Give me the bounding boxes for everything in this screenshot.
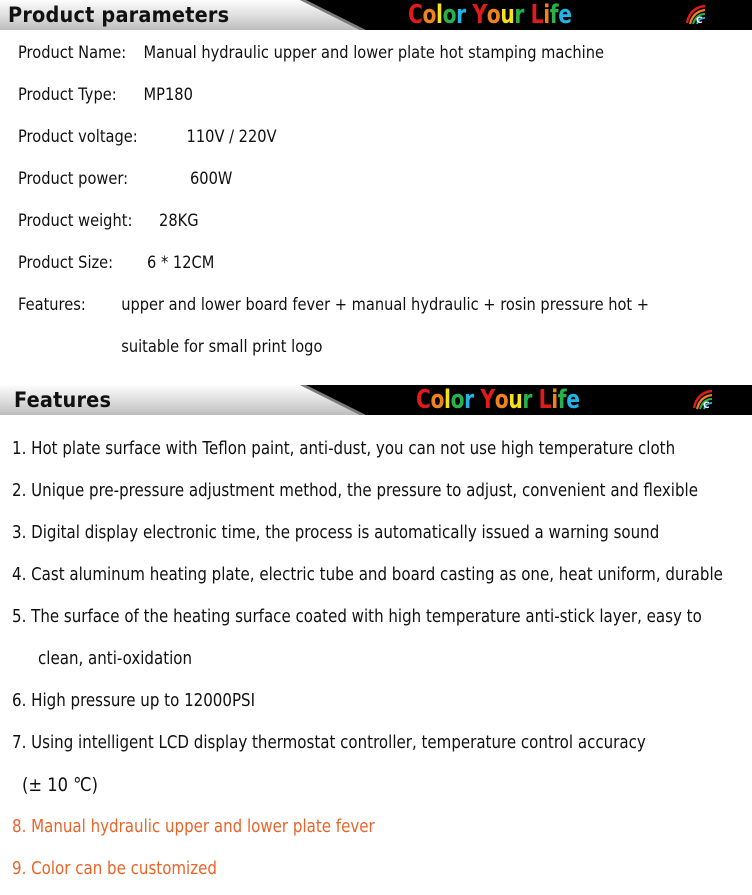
- param-value: 110V / 220V: [186, 127, 277, 147]
- param-value: suitable for small print logo: [121, 337, 323, 357]
- param-label: Product voltage:: [18, 127, 138, 147]
- slogan-letter: r: [522, 385, 532, 415]
- slogan-letter: o: [442, 0, 457, 30]
- slogan-letter: L: [530, 0, 544, 30]
- param-label: Features:: [18, 295, 86, 315]
- slogan-letter: r: [514, 0, 524, 30]
- slogan-letter: Y: [472, 0, 487, 30]
- slogan-letter: o: [422, 0, 437, 30]
- slogan-letter: C: [416, 385, 431, 415]
- param-row-type: [18, 84, 193, 106]
- feature-item: 6. High pressure up to 12000PSI: [12, 691, 256, 711]
- slogan-letter: i: [551, 385, 558, 415]
- slogan-letter: e: [566, 385, 580, 415]
- feature-item-cont: (± 10 ℃): [22, 774, 98, 796]
- slogan-letter: u: [500, 0, 515, 30]
- feature-item: 8. Manual hydraulic upper and lower plate fever: [12, 817, 375, 837]
- slogan-letter: r: [456, 0, 466, 30]
- slogan-letter: l: [436, 0, 443, 30]
- svg-text:C: C: [696, 16, 703, 26]
- feature-item: 2. Unique pre-pressure adjustment method, the pressure to adjust, convenient and flexible: [12, 481, 698, 501]
- param-label: Product Name:: [18, 43, 127, 63]
- slogan-letter: l: [444, 385, 451, 415]
- slogan-letter: L: [538, 385, 552, 415]
- slogan-letter: u: [508, 385, 523, 415]
- product-parameters-banner: [0, 0, 752, 30]
- feature-item: 1. Hot plate surface with Teflon paint, anti-dust, you can not use high temperature cloth: [12, 439, 676, 459]
- slogan-letter: r: [464, 385, 474, 415]
- brand-logo-icon: [683, 3, 709, 27]
- slogan-letter: C: [408, 0, 423, 30]
- param-row-size: [18, 252, 215, 274]
- feature-item: 5. The surface of the heating surface coated with high temperature anti-stick layer, easy to: [12, 607, 702, 627]
- param-row-features: [18, 294, 650, 316]
- feature-item: 4. Cast aluminum heating plate, electric tube and board casting as one, heat uniform, durable: [12, 565, 723, 585]
- slogan-letter: [524, 1, 531, 29]
- param-label: Product weight:: [18, 211, 133, 231]
- color-your-life-slogan: [408, 1, 572, 29]
- slogan-letter: o: [494, 385, 509, 415]
- brand-logo-icon: [690, 388, 716, 412]
- feature-item: 7. Using intelligent LCD display thermostat controller, temperature control accuracy: [12, 733, 646, 753]
- slogan-letter: i: [543, 0, 550, 30]
- param-row-weight: [18, 210, 199, 232]
- slogan-letter: Y: [480, 385, 495, 415]
- color-your-life-slogan: [416, 386, 580, 414]
- param-value: upper and lower board fever + manual hydraulic + rosin pressure hot +: [121, 295, 650, 315]
- feature-item: 3. Digital display electronic time, the process is automatically issued a warning sound: [12, 523, 660, 543]
- slogan-letter: f: [557, 385, 567, 415]
- param-value: 6 * 12CM: [147, 253, 215, 273]
- slogan-letter: f: [549, 0, 559, 30]
- features-banner: [0, 385, 752, 415]
- feature-item: 9. Color can be customized: [12, 859, 217, 879]
- slogan-letter: o: [450, 385, 465, 415]
- slogan-letter: [532, 386, 539, 414]
- param-label: Product power:: [18, 169, 129, 189]
- param-label: Product Type:: [18, 85, 117, 105]
- banner-title: Product parameters: [8, 3, 230, 27]
- banner-title: Features: [14, 388, 112, 412]
- slogan-letter: [466, 1, 473, 29]
- slogan-letter: [474, 386, 481, 414]
- param-value: 28KG: [159, 211, 199, 231]
- svg-text:C: C: [703, 401, 710, 411]
- param-value: 600W: [190, 169, 233, 189]
- param-value: Manual hydraulic upper and lower plate hot stamping machine: [143, 43, 605, 63]
- feature-item-cont: clean, anti-oxidation: [38, 649, 193, 669]
- param-row-power: [18, 168, 233, 190]
- param-row-name: [18, 42, 605, 64]
- slogan-letter: o: [486, 0, 501, 30]
- param-row-voltage: [18, 126, 277, 148]
- param-value: MP180: [143, 85, 193, 105]
- param-label: Product Size:: [18, 253, 114, 273]
- slogan-letter: o: [430, 385, 445, 415]
- slogan-letter: e: [558, 0, 572, 30]
